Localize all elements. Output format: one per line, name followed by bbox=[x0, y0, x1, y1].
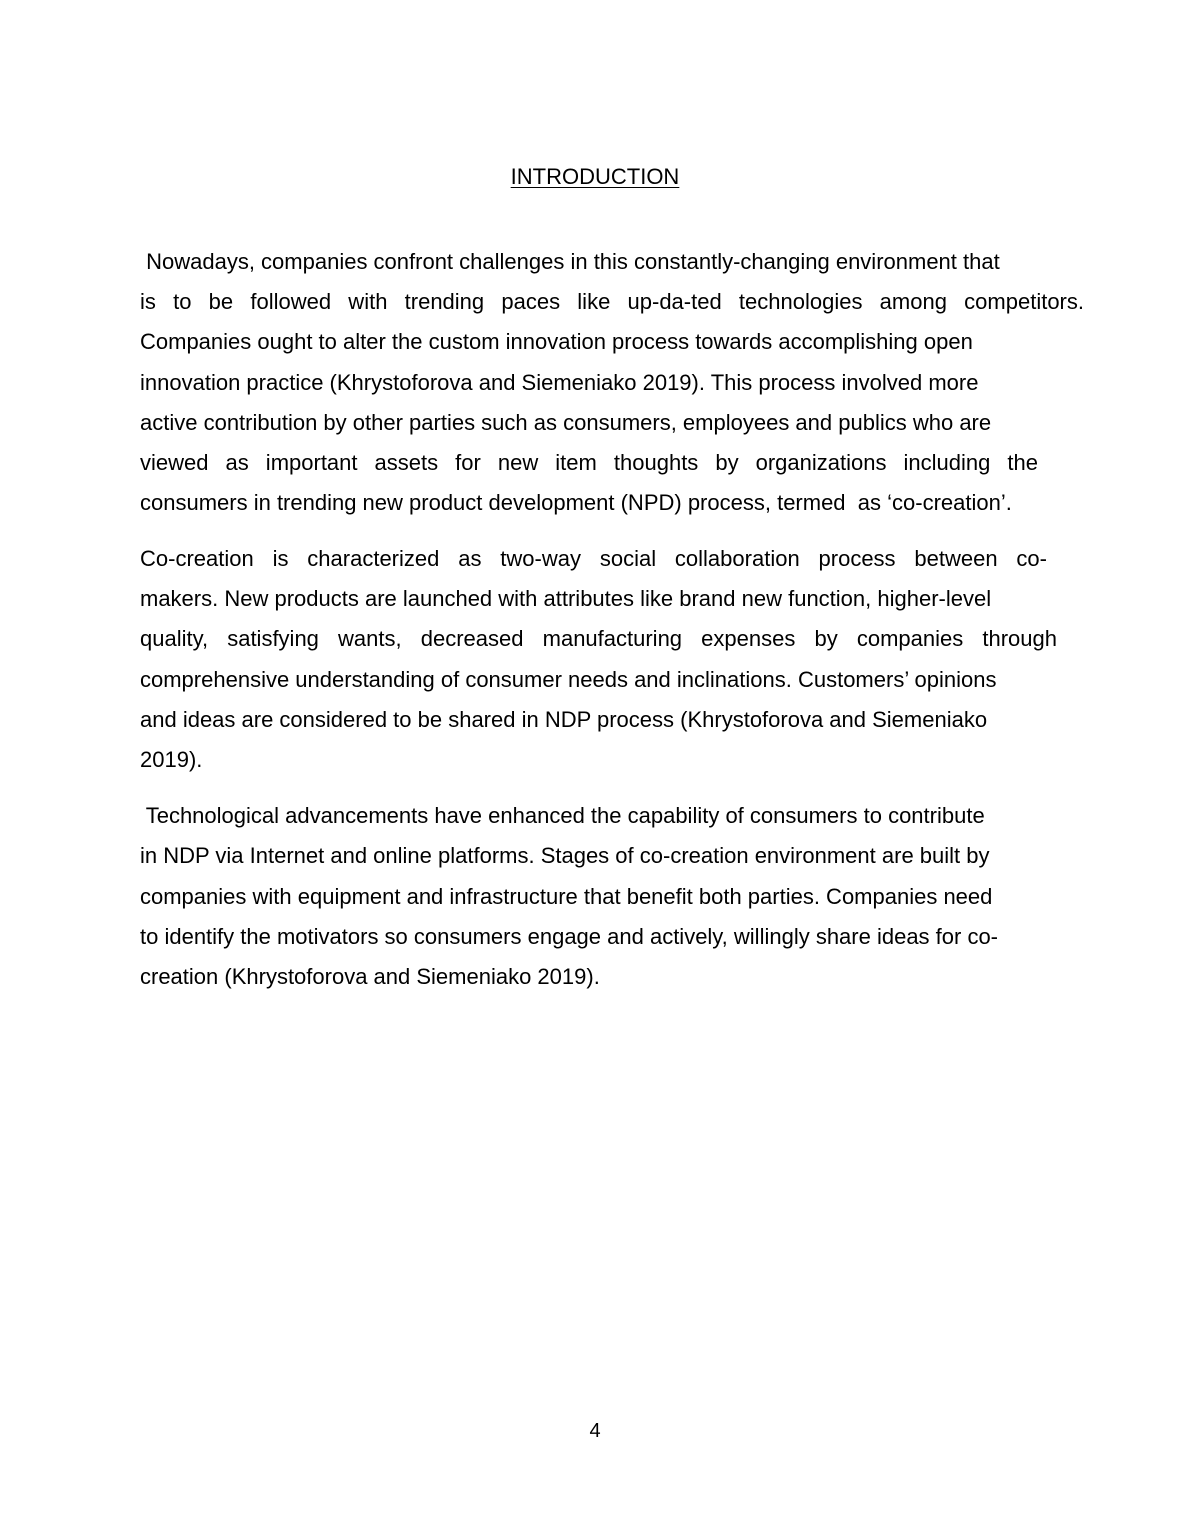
paragraph-line: in NDP via Internet and online platforms. Stages of co-creation environment are built by bbox=[140, 843, 990, 868]
paragraph-line: Technological advancements have enhanced the capability of consumers to contribute bbox=[140, 803, 985, 828]
paragraph-line: 2019). bbox=[140, 747, 203, 772]
page-title: INTRODUCTION bbox=[510, 164, 680, 189]
paragraph-line: creation (Khrystoforova and Siemeniako 2019). bbox=[140, 964, 600, 989]
page-number: 4 bbox=[589, 1420, 601, 1442]
paragraph-line: to identify the motivators so consumers engage and actively, willingly share ideas for co- bbox=[140, 924, 999, 949]
paragraph-line: Companies ought to alter the custom innovation process towards accomplishing open bbox=[140, 329, 973, 354]
paragraph-line: consumers in trending new product development (NPD) process, termed as ‘co-creation’. bbox=[140, 490, 1012, 515]
paragraph-line: makers. New products are launched with attributes like brand new function, higher-level bbox=[140, 586, 992, 611]
paragraph-line: active contribution by other parties such as consumers, employees and publics who are bbox=[140, 410, 992, 435]
paragraph-line: innovation practice (Khrystoforova and Siemeniako 2019). This process involved more bbox=[140, 370, 979, 395]
paragraph-line: companies with equipment and infrastructure that benefit both parties. Companies need bbox=[140, 884, 993, 909]
paragraph-line: is to be followed with trending paces like up-da-ted technologies among competitors. bbox=[140, 289, 1084, 314]
paragraph-line: quality, satisfying wants, decreased manufacturing expenses by companies through bbox=[140, 626, 1057, 651]
paragraph-line: comprehensive understanding of consumer needs and inclinations. Customers’ opinions bbox=[140, 667, 997, 692]
paragraph-line: viewed as important assets for new item thoughts by organizations including the bbox=[140, 450, 1038, 475]
paragraph-line: Nowadays, companies confront challenges in this constantly-changing environment that bbox=[140, 249, 1000, 274]
paragraph-line: Co-creation is characterized as two-way social collaboration process between co- bbox=[140, 546, 1047, 571]
paragraph-line: and ideas are considered to be shared in NDP process (Khrystoforova and Siemeniako bbox=[140, 707, 988, 732]
